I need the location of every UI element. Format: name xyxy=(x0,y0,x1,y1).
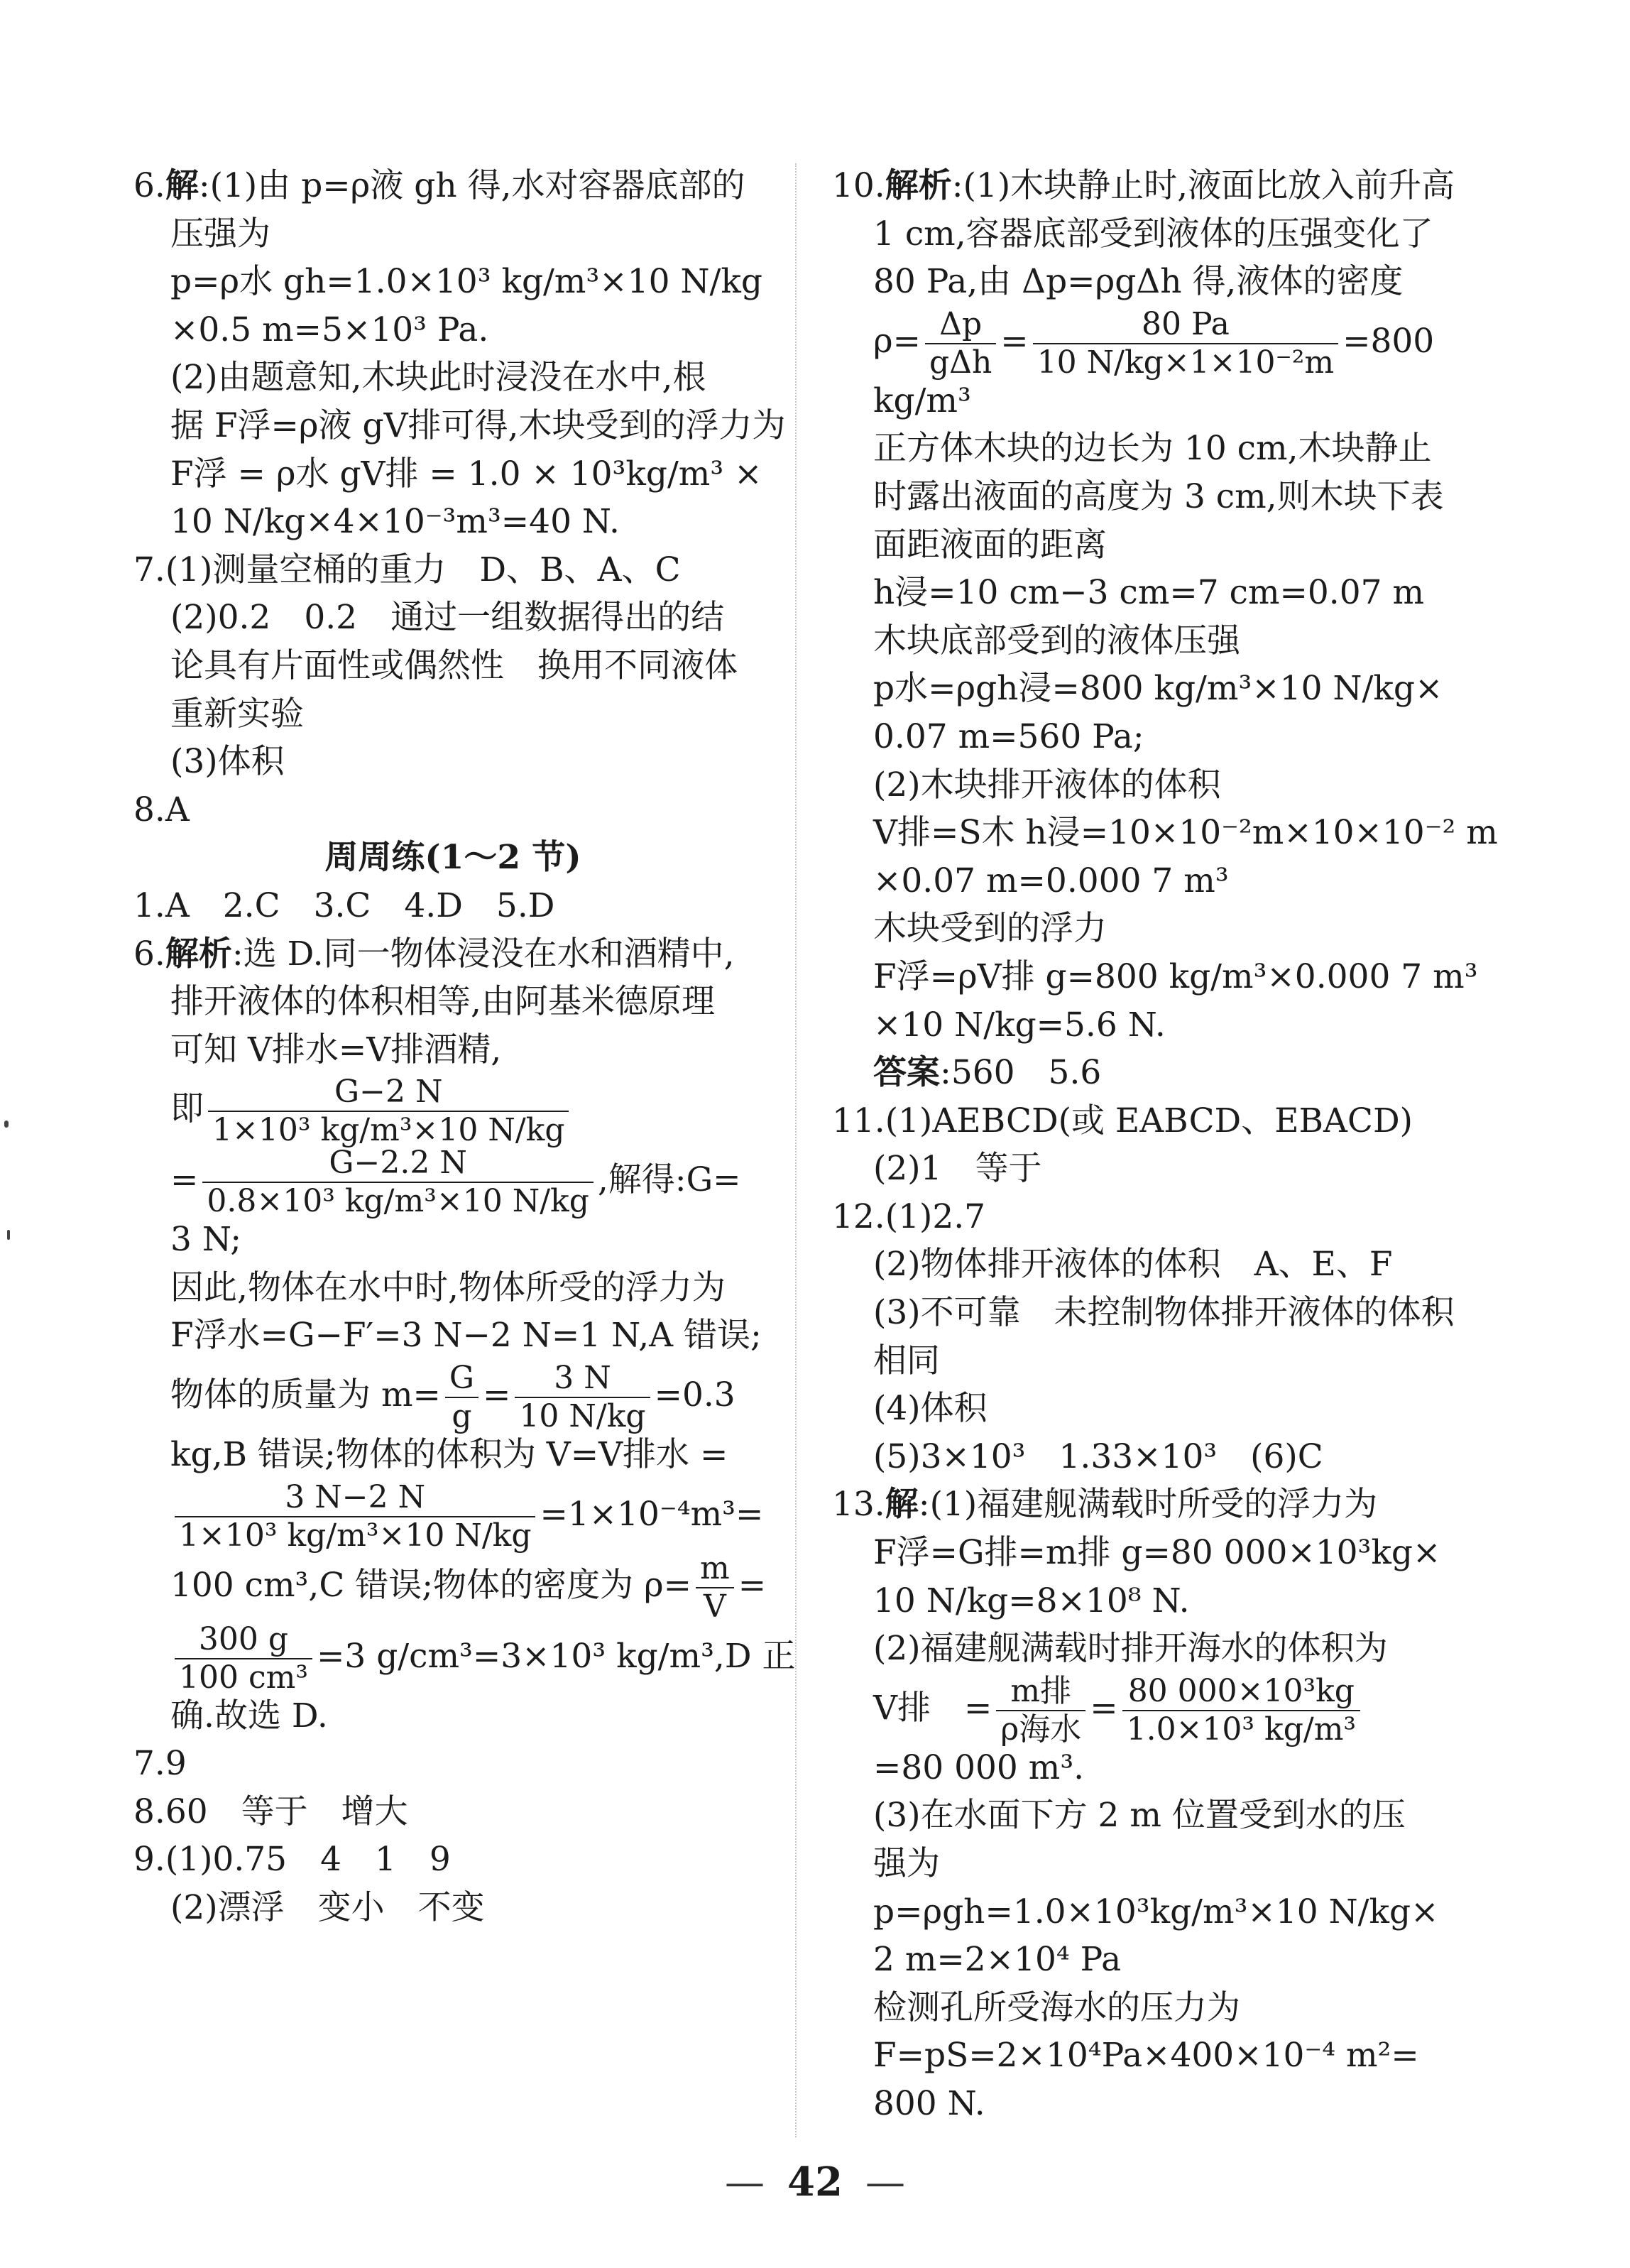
choice-answers: 1.A 2.C 3.C 4.D 5.D xyxy=(133,885,555,925)
text-line: 0.07 m=560 Pa; xyxy=(873,716,1144,756)
section-heading: 周周练(1～2 节) xyxy=(324,838,581,878)
right-column xyxy=(832,162,1498,2128)
text-line: ×10 N/kg=5.6 N. xyxy=(873,1005,1166,1045)
answer-9-line: 9.(1)0.75 4 1 9 xyxy=(133,1840,451,1880)
fraction-line: = $\frac{G-2.2 N}{\text{0.8×10³ kg/m³×10 N/kg}}$ ,解得:G= xyxy=(170,1145,741,1220)
answer-10-analysis: 10.解析:(1)木块静止时,液面比放入前升高 xyxy=(832,166,1455,205)
answer-7-line: 7.(1)测量空桶的重力 D、B、A、C xyxy=(133,550,681,589)
text-line: p=ρgh=1.0×10³kg/m³×10 N/kg× xyxy=(873,1892,1439,1931)
text-line: F=pS=2×10⁴Pa×400×10⁻⁴ m²= xyxy=(873,2036,1419,2076)
text-line: (4)体积 xyxy=(873,1389,988,1429)
text-line: (3)在水面下方 2 m 位置受到水的压 xyxy=(873,1796,1406,1836)
answer-6-line: 6.解:(1)由 p=ρ液 gh 得,水对容器底部的 xyxy=(133,166,745,205)
text-line: 重新实验 xyxy=(170,694,304,734)
fraction-line: 即 $\frac{G-2 N}{\text{1×10³ kg/m³×10 N/kg}}$ xyxy=(133,1074,772,1145)
text-line: (2)木块排开液体的体积 xyxy=(873,765,1221,805)
text-line: 3 N; xyxy=(170,1220,242,1260)
text-line: p水=ρgh浸=800 kg/m³×10 N/kg× xyxy=(873,669,1443,709)
fraction: $\frac{300 g}{\text{100 cm³}}$ xyxy=(175,1621,312,1696)
text-line: kg/m³ xyxy=(873,381,971,420)
text-line: 可知 V排水=V排酒精, xyxy=(170,1030,502,1069)
text-line: ×0.5 m=5×10³ Pa. xyxy=(170,310,489,349)
answer-6-analysis: 6.解析:选 D.同一物体浸没在水和酒精中, xyxy=(133,934,735,974)
text-line: (2)漂浮 变小 不变 xyxy=(170,1888,485,1928)
text-line: (2)福建舰满载时排开海水的体积为 xyxy=(873,1629,1388,1669)
text-line: F浮水=G−F′=3 N−2 N=1 N,A 错误; xyxy=(170,1316,762,1356)
fraction: $\frac{\text{m排}}{\text{ρ海水}}$ xyxy=(996,1673,1085,1748)
text-line: (2)由题意知,木块此时浸没在水中,根 xyxy=(170,358,706,398)
fraction: $\frac{G-2 N}{\text{1×10³ kg/m³×10 N/kg}}$ xyxy=(208,1074,569,1149)
answer-12-line: 12.(1)2.7 xyxy=(832,1196,986,1236)
left-column xyxy=(133,162,796,1932)
text-line: 木块受到的浮力 xyxy=(873,909,1107,949)
fraction: $\frac{80 Pa}{\text{10 N/kg×1×10⁻²m}}$ xyxy=(1033,306,1338,381)
fraction: $\frac{3 N-2 N}{\text{1×10³ kg/m³×10 N/kg}}$ xyxy=(175,1479,535,1554)
text-line: 时露出液面的高度为 3 cm,则木块下表 xyxy=(873,476,1444,516)
text-line: =80 000 m³. xyxy=(873,1748,1085,1787)
text-line: (3)体积 xyxy=(170,742,285,782)
fraction-line: 物体的质量为 m= $\frac{G}{g}$ = $\frac{3 N}{10 N/kg}$ =0.3 xyxy=(170,1360,735,1435)
text-line: 因此,物体在水中时,物体所受的浮力为 xyxy=(170,1267,726,1307)
text-line: 木块底部受到的液体压强 xyxy=(873,621,1240,660)
text-line: (2)物体排开液体的体积 A、E、F xyxy=(873,1245,1393,1285)
text-line: (2)1 等于 xyxy=(873,1149,1042,1189)
fraction: $\frac{3 N}{10 N/kg}$ xyxy=(515,1360,650,1435)
text-line: ×0.07 m=0.000 7 m³ xyxy=(873,861,1229,900)
answer-8-line: 8.A xyxy=(133,790,190,829)
answer-label-line: 答案:560 5.6 xyxy=(873,1053,1102,1093)
text-line: 相同 xyxy=(873,1341,940,1380)
text-line: 据 F浮=ρ液 gV排可得,木块受到的浮力为 xyxy=(170,405,786,445)
footer-dash: — xyxy=(725,2159,765,2206)
answer-7-line: 7.9 xyxy=(133,1744,187,1784)
text-line: kg,B 错误;物体的体积为 V=V排水 = xyxy=(170,1435,728,1475)
text-line: 正方体木块的边长为 10 cm,木块静止 xyxy=(873,429,1432,469)
text-line: 面距液面的距离 xyxy=(873,525,1107,565)
text-line: 80 Pa,由 Δp=ρgΔh 得,液体的密度 xyxy=(873,262,1404,302)
fraction: $\frac{G-2.2 N}{\text{0.8×10³ kg/m³×10 N/kg}}$ xyxy=(202,1145,593,1220)
text-line: 排开液体的体积相等,由阿基米德原理 xyxy=(170,982,715,1022)
text-line: (5)3×10³ 1.33×10³ (6)C xyxy=(873,1436,1323,1476)
text-line: 强为 xyxy=(873,1844,940,1883)
fraction: $\frac{m}{V}$ xyxy=(696,1550,734,1625)
text-line: p=ρ水 gh=1.0×10³ kg/m³×10 N/kg xyxy=(170,262,762,302)
fraction-line: $\frac{300 g}{\text{100 cm³}}$ =3 g/cm³=3×10³ kg/m³,D 正 xyxy=(133,1621,772,1692)
fraction: $\frac{G}{g}$ xyxy=(445,1360,478,1435)
answer-11-line: 11.(1)AEBCD(或 EABCD、EBACD) xyxy=(832,1101,1413,1140)
text-line: 确.故选 D. xyxy=(170,1696,328,1735)
footer-dash: — xyxy=(865,2159,905,2206)
page-number: 42 xyxy=(787,2159,843,2206)
fraction: $\frac{\Delta p}{\text{gΔh}}$ xyxy=(925,306,996,381)
page-number-footer xyxy=(0,2159,1630,2206)
text-line: F浮=G排=m排 g=80 000×10³kg× xyxy=(873,1533,1441,1573)
text-line: 10 N/kg×4×10⁻³m³=40 N. xyxy=(170,502,620,542)
text-line: 压强为 xyxy=(170,214,270,253)
fraction: $\frac{\text{80 000×10³kg}}{\text{1.0×10³ kg/m³}}$ xyxy=(1122,1673,1360,1748)
answer-13-line: 13.解:(1)福建舰满载时所受的浮力为 xyxy=(832,1485,1378,1525)
text-line: 1 cm,容器底部受到液体的压强变化了 xyxy=(873,214,1433,253)
scan-mark xyxy=(7,1230,10,1240)
text-line: (3)不可靠 未控制物体排开液体的体积 xyxy=(873,1293,1455,1333)
text-line: F浮=ρV排 g=800 kg/m³×0.000 7 m³ xyxy=(873,956,1478,996)
answer-8-line: 8.60 等于 增大 xyxy=(133,1792,408,1831)
text-line: h浸=10 cm−3 cm=7 cm=0.07 m xyxy=(873,573,1425,613)
column-divider xyxy=(795,163,797,2137)
fraction-line: ρ= $\frac{\Delta p}{\text{gΔh}}$ = $\frac{80 Pa}{\text{10 N/kg×1×10⁻²m}}$ =800 xyxy=(873,305,1435,381)
fraction-line: 100 cm³,C 错误;物体的密度为 ρ= $\frac{m}{V}$ = xyxy=(170,1549,767,1625)
fraction-line: V排 = $\frac{\text{m排}}{\text{ρ海水}}$ = $\frac{\text{80 000×10³kg}}{\text{1.0×10³ kg/m³}}$ xyxy=(832,1673,1471,1744)
fraction-line: $\frac{3 N-2 N}{\text{1×10³ kg/m³×10 N/kg}}$ =1×10⁻⁴m³= xyxy=(133,1479,772,1550)
text-line: F浮 = ρ水 gV排 = 1.0 × 10³kg/m³ × xyxy=(170,454,762,494)
text-line: 检测孔所受海水的压力为 xyxy=(873,1988,1240,2027)
scan-mark xyxy=(4,1121,9,1128)
text-line: V排=S木 h浸=10×10⁻²m×10×10⁻² m xyxy=(873,813,1498,853)
text-line: 论具有片面性或偶然性 换用不同液体 xyxy=(170,645,738,685)
text-line: (2)0.2 0.2 通过一组数据得出的结 xyxy=(170,598,725,638)
text-line: 10 N/kg=8×10⁸ N. xyxy=(873,1581,1190,1620)
text-line: 800 N. xyxy=(873,2083,985,2123)
text-line: 2 m=2×10⁴ Pa xyxy=(873,1940,1122,1980)
